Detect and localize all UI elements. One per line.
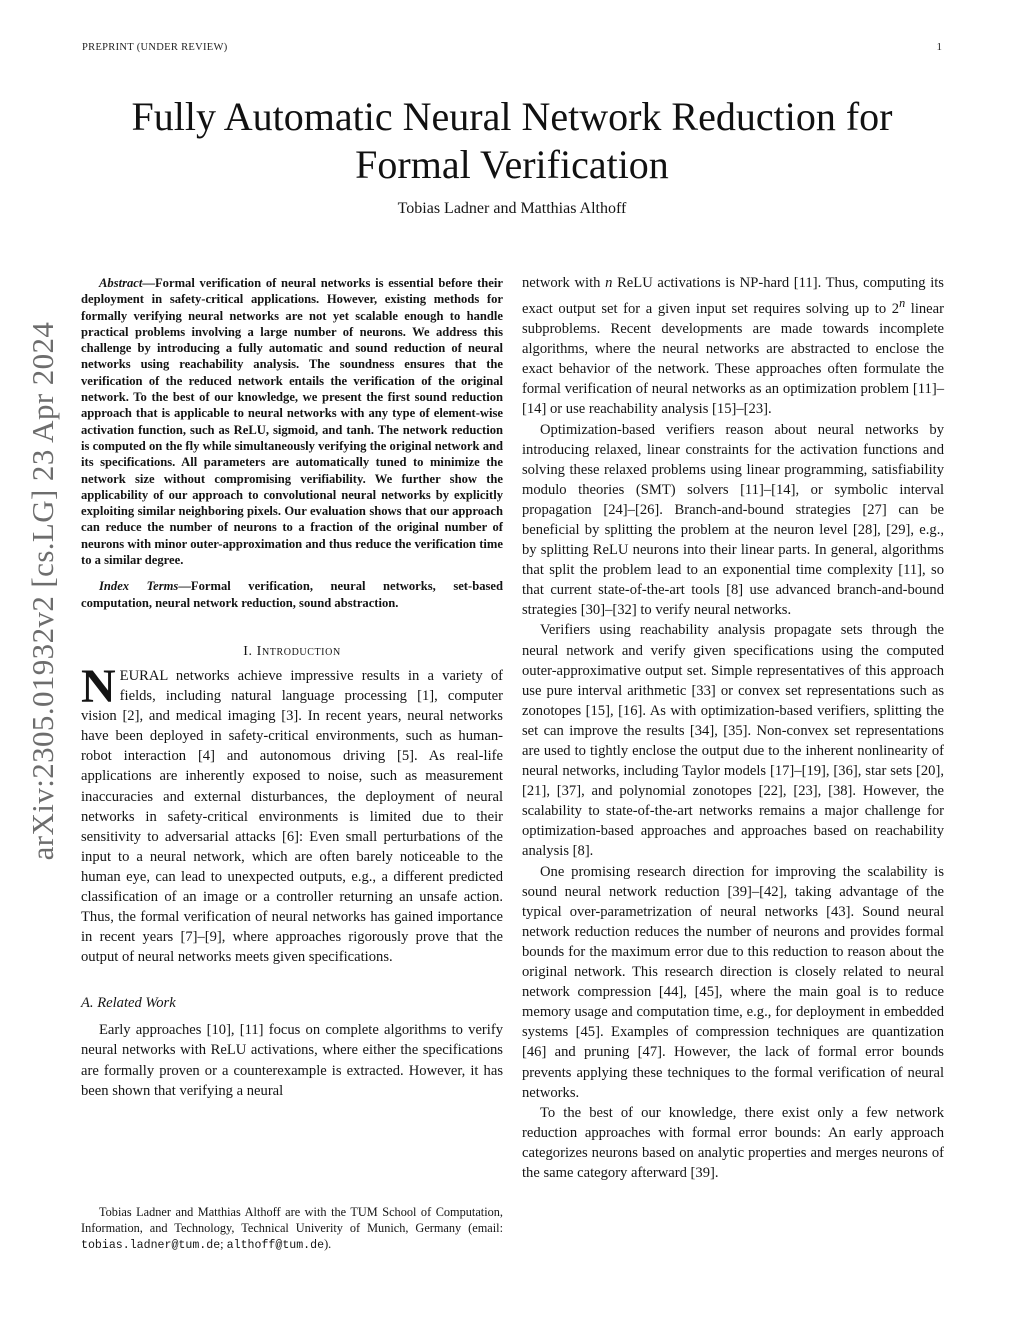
- formal-error-bounds-paragraph: To the best of our knowledge, there exist only a few network reduction approaches with formal error bounds: An early approach categorizes neurons based on analytic properties and merges neurons of the same category afterward [39].: [522, 1104, 944, 1181]
- footnote-end: ).: [324, 1237, 332, 1251]
- abstract-label: Abstract: [99, 276, 143, 290]
- abstract: [81, 275, 503, 568]
- index-terms-text: —Formal verification, neural networks, set-based computation, neural network reduction, sound abstraction.: [81, 579, 503, 610]
- index-terms: [81, 578, 503, 611]
- paper-title: Fully Automatic Neural Network Reduction for Formal Verification: [131, 94, 893, 187]
- math-n: n: [605, 275, 613, 291]
- footnote-separator: ;: [220, 1237, 227, 1251]
- subsection-heading-related-work: A. Related Work: [81, 995, 176, 1012]
- abstract-text: —Formal verification of neural networks is essential before their deployment in safety-critical applications. However, existing methods for formally verifying neural networks are not yet scalable enough to handle practical problems involving a large number of neurons. We address this challenge by introducing a fully automatic and sound reduction of neural networks using reachability analysis. The soundness ensures that the verification of the reduced network entails the verification of the original network. To the best of our knowledge, we present the first sound reduction approach that is applicable to neural networks with any type of element-wise activation function, such as ReLU, sigmoid, and tanh. The network reduction is computed on the fly while simultaneously verifying the original network and its specifications. All parameters are automatically tuned to minimize the network size without compromising verifiability. We further show the applicability of our approach to convolutional neural networks by explicitly exploiting similar neighboring pixels. Our evaluation shows that our approach can reduce the number of neurons to a fraction of the original number of neurons with minor outer-approximation and thus reduce the verification time to a similar degree.: [81, 276, 503, 568]
- email-link-althoff[interactable]: althoff@tum.de: [226, 1239, 325, 1252]
- continued-paragraph-part-c: linear subproblems. Recent developments are made towards incomplete algorithms, where the neural networks are abstracted to enclose the exact behavior of the network. These approaches often formulate the formal verification of neural networks as an optimization problem [11]–[14] or use reachability analysis [15]–[23].: [522, 300, 944, 418]
- running-head: PREPRINT (UNDER REVIEW): [82, 42, 228, 53]
- paper-authors: Tobias Ladner and Matthias Althoff: [397, 200, 627, 217]
- network-reduction-paragraph: One promising research direction for improving the scalability is sound neural network reduction [39]–[42], taking advantage of the typical over-parametrization of neural networks [43]. Sound neural network reduction reduces the number of neurons and provides formal bounds for the maximum error due to this reduction to reason about the original network. This research direction is closely related to neural network compression [44], [45], where the main goal is to reduce memory usage and computation time, e.g., for deployment in embedded systems [45]. Examples of compression techniques are quantization [46] and pruning [47]. However, the lack of formal error bounds prevents applying these techniques to the formal verification of neural networks.: [522, 863, 944, 1101]
- footnote-text: Tobias Ladner and Matthias Althoff are with the TUM School of Computation, Information, and Technology, Technical Univerity of Munich, Germany (email:: [81, 1205, 503, 1235]
- author-footnote: [81, 1204, 503, 1254]
- intro-paragraph-text: EURAL networks achieve impressive results in a variety of fields, including natural language processing [1], computer vision [2], and medical imaging [3]. In recent years, neural networks have been deployed in safety-critical environments, such as human-robot interaction [4] and autonomous driving [5]. As real-life applications are inherently exposed to noise, such as measurement inaccuracies and external disturbances, the deployment of neural networks in safety-critical environments is limited due to their sensitivity to adversarial attacks [6]: Even small perturbations of the input to a neural network, which are often barely noticeable to the human eye, can lead to unexpected outputs, e.g., a different predicted classification of an image or a controller returning an unsafe action. Thus, the formal verification of neural networks has gained importance in recent years [7]–[9], where approaches rigorously prove that the output of neural networks meets given specifications.: [81, 667, 503, 966]
- index-terms-label: Index Terms: [99, 579, 179, 594]
- page-number: 1: [936, 41, 942, 53]
- drop-cap: N: [81, 659, 116, 713]
- reachability-verifiers-paragraph: Verifiers using reachability analysis propagate sets through the neural network and verify given specifications using the computed outer-approximative output set. Simple representatives of this approach use pure interval arithmetic [33] or convex set representations such as zonotopes [15], [16]. As with optimization-based verifiers, splitting the set can improve the results [34], [35]. Non-convex set representations are used to tightly enclose the output due to the inherent nonlinearity of neural networks, including Taylor models [17]–[19], [36], star sets [20], [21], [37], and polynomial zonotopes [22], [23], [38]. However, the scalability to state-of-the-art networks remains a major challenge for optimization-based approaches and approaches based on reachability analysis [8].: [522, 622, 944, 860]
- continued-paragraph: [522, 273, 944, 420]
- continued-paragraph-part-b: ReLU activations is NP-hard [11]. Thus, computing its exact output set for a given input set requires solving up to 2: [522, 275, 944, 317]
- email-link-ladner[interactable]: tobias.ladner@tum.de: [81, 1239, 221, 1252]
- arxiv-stamp: arXiv:2305.01932v2 [cs.LG] 23 Apr 2024: [25, 321, 60, 861]
- section-heading-introduction: I. Introduction: [243, 643, 341, 659]
- optimization-verifiers-paragraph: Optimization-based verifiers reason about neural networks by introducing relaxed, linear constraints for the activation functions and solving these relaxed problems using linear programming, satisfiability modulo theories (SMT) solvers [11]–[14], or symbolic interval propagation [24]–[26]. Branch-and-bound strategies [27] can be beneficial by splitting the problem at the neuron level [28], [29], e.g., by splitting ReLU neurons into their linear parts. In general, algorithms that split the problem lead to an exponential time complexity [11], so that current state-of-the-art tools [8] use advanced branch-and-bound strategies [30]–[32] to verify neural networks.: [522, 421, 944, 619]
- left-column: [81, 275, 503, 1101]
- math-exponent-n: n: [899, 296, 906, 311]
- continued-paragraph-part-a: network with: [522, 275, 606, 291]
- related-work-paragraph: Early approaches [10], [11] focus on complete algorithms to verify neural networks with ReLU activations, where either the specifications are formally proven or a counterexample is extracted. However, it has been shown that verifying a neural: [81, 1022, 503, 1099]
- intro-paragraph: [81, 659, 503, 967]
- right-column: [522, 273, 944, 1183]
